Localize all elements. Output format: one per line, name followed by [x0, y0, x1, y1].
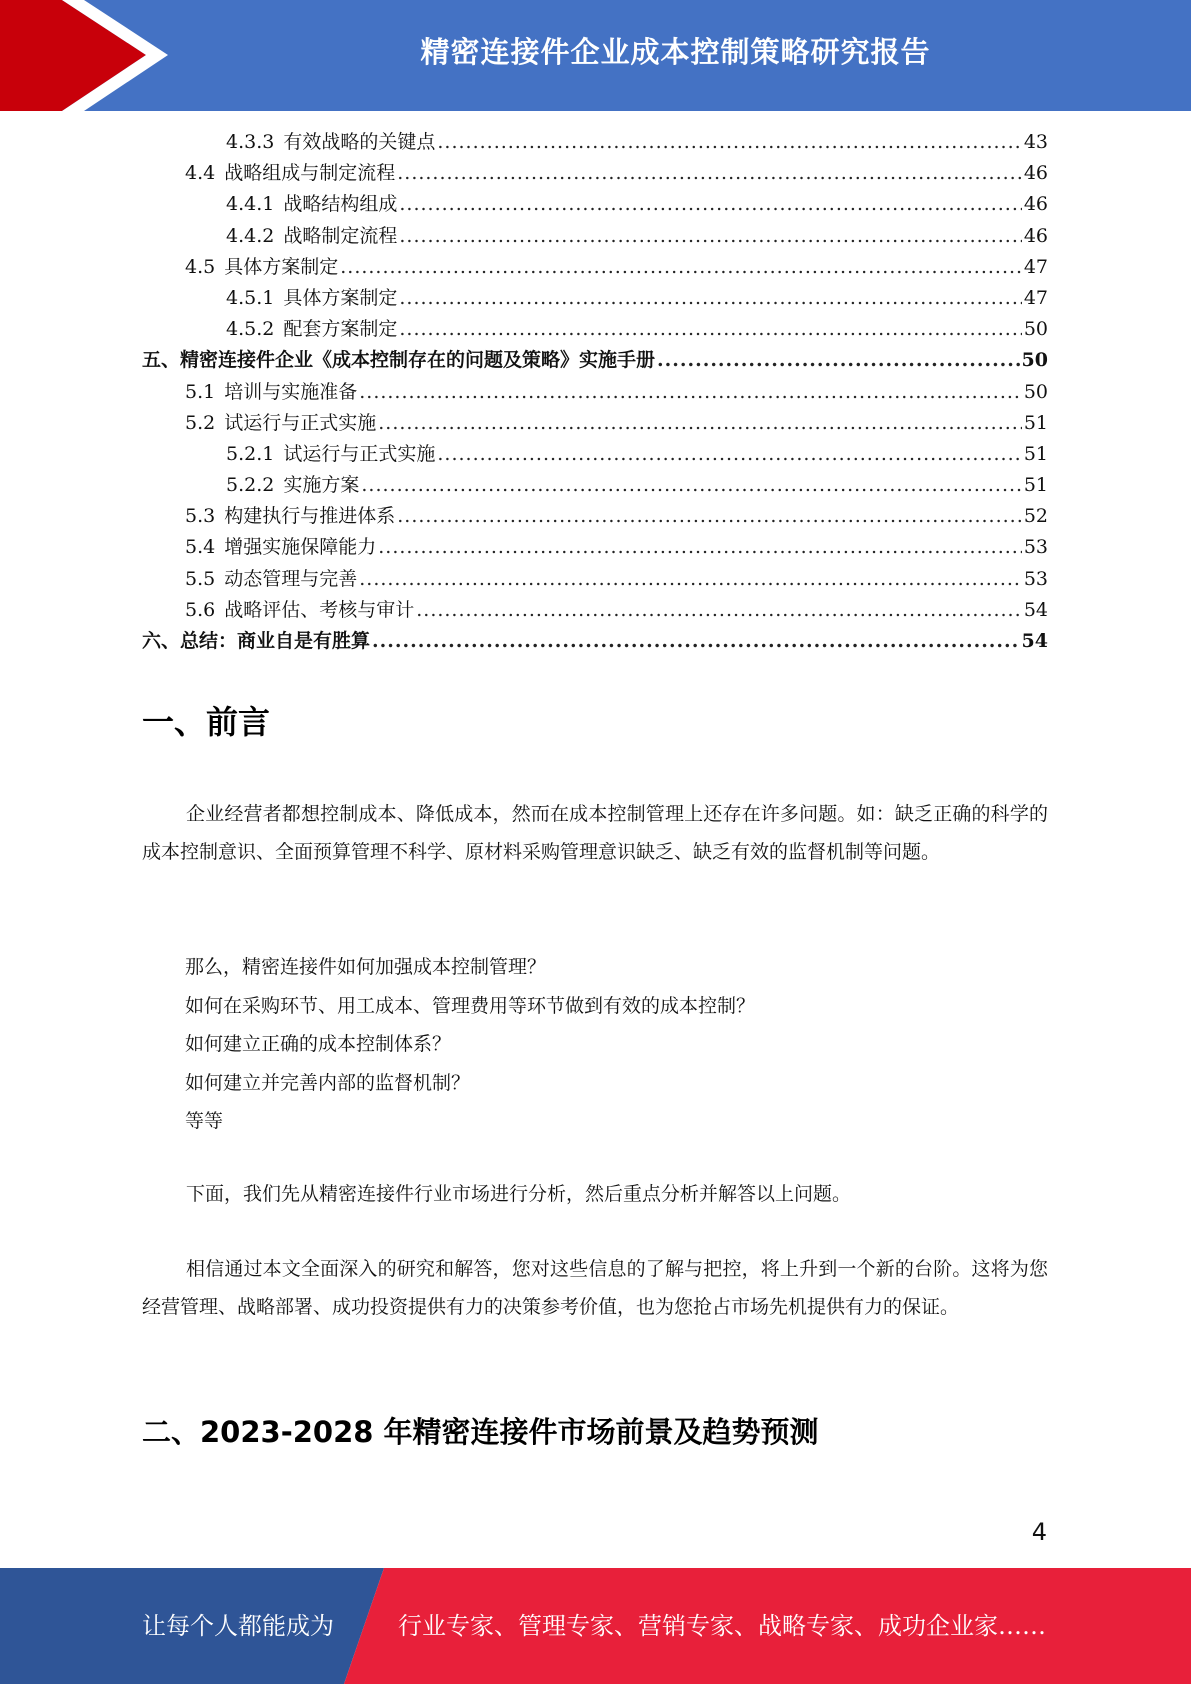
toc-entry-number: 5.2 — [185, 411, 216, 434]
toc-entry[interactable] — [142, 189, 1048, 220]
toc-entry-number: 4.5.1 — [226, 286, 275, 309]
toc-dot-leader — [399, 189, 1021, 220]
toc-entry[interactable] — [142, 377, 1048, 408]
toc-entry-number: 5.2.1 — [226, 442, 275, 465]
toc-entry-page: 50 — [1023, 380, 1048, 403]
toc-entry[interactable] — [142, 158, 1048, 189]
toc-dot-leader — [416, 595, 1022, 626]
toc-entry-number: 4.3.3 — [226, 131, 275, 153]
toc-entry-number: 4.5 — [185, 255, 216, 278]
toc-entry[interactable] — [142, 127, 1048, 158]
question-line: 如何建立正确的成本控制体系？ — [185, 1033, 452, 1055]
question-list — [185, 948, 755, 1141]
toc-entry-page: 52 — [1023, 505, 1048, 528]
toc-entry-title: 有效战略的关键点 — [283, 131, 436, 153]
toc-entry-title: 培训与实施准备 — [224, 380, 358, 403]
toc-entry[interactable] — [142, 314, 1048, 345]
toc-entry-number: 4.5.2 — [226, 318, 275, 341]
toc-dot-leader — [399, 283, 1021, 314]
section-heading-market-forecast: 二、2023-2028 年精密连接件市场前景及趋势预测 — [142, 1415, 819, 1449]
toc-entry-page: 54 — [1021, 630, 1048, 652]
toc-dot-leader — [397, 501, 1022, 532]
toc-entry-number: 5.5 — [185, 567, 216, 590]
toc-entry-title: 试运行与正式实施 — [224, 411, 377, 434]
toc-entry-page: 50 — [1023, 318, 1048, 341]
toc-entry-page: 46 — [1023, 224, 1048, 247]
toc-entry-number: 5.2.2 — [226, 474, 275, 497]
toc-dot-leader — [359, 564, 1022, 595]
question-line: 如何建立并完善内部的监督机制？ — [185, 1071, 471, 1094]
toc-entry-title: 实施方案 — [283, 474, 360, 497]
question-line: 等等 — [185, 1110, 224, 1132]
toc-entry-page: 46 — [1023, 162, 1048, 185]
toc-entry-page: 46 — [1023, 193, 1048, 216]
toc-entry-number: 5.3 — [185, 505, 216, 528]
toc-entry-title: 战略结构组成 — [283, 193, 398, 216]
toc-dot-leader — [437, 127, 1021, 158]
page-header — [0, 0, 1191, 111]
section-heading-preface: 一、前言 — [142, 703, 271, 741]
toc-entry-title: 构建执行与推进体系 — [224, 505, 396, 528]
preface-paragraph-3: 相信通过本文全面深入的研究和解答，您对这些信息的了解与把控，将上升到一个新的台阶。这将为您经营管理、战略部署、成功投资提供有力的决策参考价值，也为您抢占市场先机提供有力的保证。 — [142, 1258, 1048, 1318]
toc-entry-page: 51 — [1023, 474, 1048, 497]
toc-dot-leader — [378, 532, 1022, 563]
toc-dot-leader — [437, 439, 1021, 470]
toc-entry-title: 战略评估、考核与审计 — [224, 598, 415, 621]
toc-entry[interactable] — [142, 595, 1048, 626]
toc-entry[interactable] — [142, 345, 1048, 376]
toc-entry-page: 43 — [1023, 131, 1048, 153]
toc-entry-title: 六、总结：商业自是有胜算 — [142, 630, 371, 652]
toc-dot-leader — [372, 626, 1020, 657]
toc-entry-title: 增强实施保障能力 — [224, 536, 377, 559]
toc-dot-leader — [657, 345, 1020, 376]
toc-dot-leader — [378, 408, 1022, 439]
toc-entry-number: 4.4 — [185, 162, 216, 185]
toc-entry-title: 试运行与正式实施 — [283, 442, 436, 465]
footer-slogan-right: 行业专家、管理专家、营销专家、战略专家、成功企业家…… — [398, 1612, 1046, 1640]
toc-entry-page: 47 — [1023, 286, 1048, 309]
toc-entry[interactable] — [142, 221, 1048, 252]
toc-entry[interactable] — [142, 283, 1048, 314]
page-number: 4 — [1031, 1518, 1047, 1546]
toc-dot-leader — [340, 252, 1022, 283]
question-line: 如何在采购环节、用工成本、管理费用等环节做到有效的成本控制？ — [185, 994, 756, 1017]
toc-entry[interactable] — [142, 626, 1048, 657]
toc-entry-title: 具体方案制定 — [224, 255, 339, 278]
toc-entry-page: 51 — [1023, 442, 1048, 465]
toc-entry-page: 50 — [1021, 349, 1048, 372]
toc-dot-leader — [397, 158, 1022, 189]
toc-entry-number: 4.4.1 — [226, 193, 275, 216]
toc-entry-number: 5.4 — [185, 536, 216, 559]
table-of-contents — [142, 127, 1048, 657]
toc-entry-title: 五、精密连接件企业《成本控制存在的问题及策略》实施手册 — [142, 349, 656, 372]
toc-entry[interactable] — [142, 252, 1048, 283]
toc-entry-number: 5.1 — [185, 380, 216, 403]
toc-dot-leader — [361, 470, 1021, 501]
toc-entry-page: 53 — [1023, 536, 1048, 559]
toc-entry[interactable] — [142, 532, 1048, 563]
toc-entry-title: 战略制定流程 — [283, 224, 398, 247]
toc-entry[interactable] — [142, 564, 1048, 595]
toc-entry-title: 配套方案制定 — [283, 318, 398, 341]
toc-entry-title: 动态管理与完善 — [224, 567, 358, 590]
toc-dot-leader — [399, 221, 1021, 252]
toc-entry-page: 51 — [1023, 411, 1048, 434]
question-line: 那么，精密连接件如何加强成本控制管理？ — [185, 956, 547, 978]
toc-entry-page: 54 — [1023, 598, 1048, 621]
preface-paragraph-1: 企业经营者都想控制成本、降低成本，然而在成本控制管理上还存在许多问题。如：缺乏正确的科学的成本控制意识、全面预算管理不科学、原材料采购管理意识缺乏、缺乏有效的监督机制等问题。 — [142, 803, 1048, 863]
toc-dot-leader — [359, 377, 1022, 408]
toc-entry-title: 战略组成与制定流程 — [224, 162, 396, 185]
report-title: 精密连接件企业成本控制策略研究报告 — [420, 34, 931, 69]
footer-slogan-left: 让每个人都能成为 — [142, 1612, 334, 1640]
toc-entry[interactable] — [142, 439, 1048, 470]
toc-entry-title: 具体方案制定 — [283, 286, 398, 309]
toc-entry[interactable] — [142, 408, 1048, 439]
preface-paragraph-2: 下面，我们先从精密连接件行业市场进行分析，然后重点分析并解答以上问题。 — [186, 1183, 852, 1205]
toc-entry[interactable] — [142, 501, 1048, 532]
toc-entry-page: 53 — [1023, 567, 1048, 590]
page-footer — [0, 1568, 1191, 1684]
toc-entry-number: 4.4.2 — [226, 224, 275, 247]
toc-entry[interactable] — [142, 470, 1048, 501]
toc-dot-leader — [399, 314, 1021, 345]
toc-entry-number: 5.6 — [185, 598, 216, 621]
toc-entry-page: 47 — [1023, 255, 1048, 278]
